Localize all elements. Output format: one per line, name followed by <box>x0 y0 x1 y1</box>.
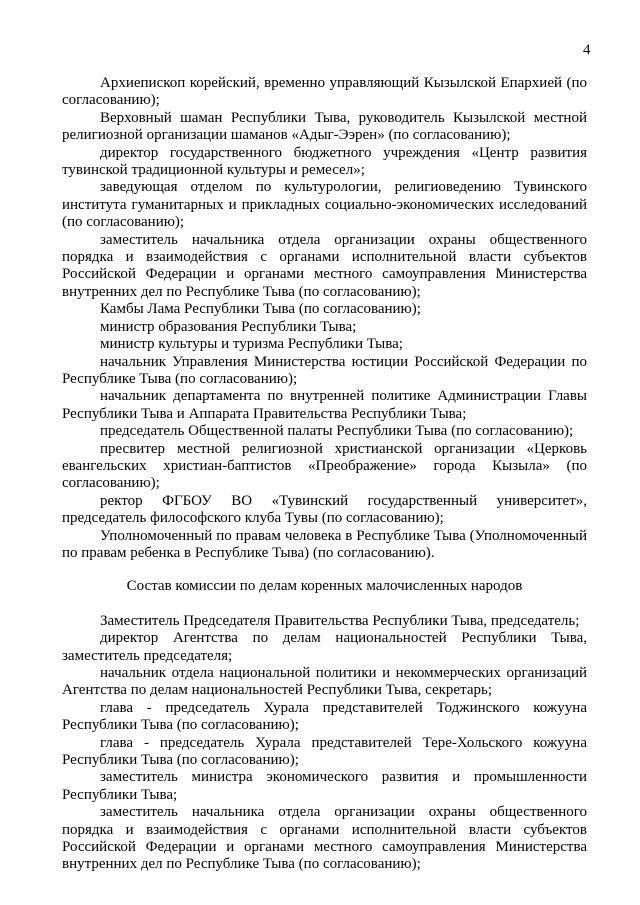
list-item: начальник Управления Министерства юстиции Российской Федерации по Республике Тыва (по согласованию); <box>62 353 587 387</box>
list-item: заведующая отделом по культурологии, религиоведению Тувинского института гуманитарных и прикладных социально-экономических исследований (по согласованию); <box>62 179 587 231</box>
list-item: директор государственного бюджетного учреждения «Центр развития тувинской традиционной культуры и ремесел»; <box>62 144 587 179</box>
list-item: глава - председатель Хурала представителей Тоджинского кожууна Республики Тыва (по согласованию); <box>62 699 587 734</box>
list-item: пресвитер местной религиозной христианской организации «Церковь евангельских христиан-баптистов «Преображение» города Кызыла» (по согласованию); <box>62 440 587 492</box>
document-body <box>62 75 587 874</box>
list-item: Архиепископ корейский, временно управляющий Кызылской Епархией (по согласованию); <box>62 75 587 109</box>
list-item: начальник департамента по внутренней политике Администрации Главы Республики Тыва и Аппарата Правительства Республики Тыва; <box>62 388 587 422</box>
members-list-top <box>62 75 587 562</box>
list-item: начальник отдела национальной политики и некоммерческих организаций Агентства по делам национальностей Республики Тыва, секретарь; <box>62 665 587 699</box>
list-item: заместитель министра экономического развития и промышленности Республики Тыва; <box>62 769 587 803</box>
list-item: Верховный шаман Республики Тыва, руководитель Кызылской местной религиозной организации шаманов «Адыг-Ээрен» (по согласованию); <box>62 109 587 144</box>
list-item: заместитель начальника отдела организации охраны общественного порядка и взаимодействия с органами исполнительной власти субъектов Российской Федерации и органами местного самоуправления Министерства внутренних дел по Республике Тыва (по согласованию); <box>62 804 587 873</box>
list-item: заместитель начальника отдела организации охраны общественного порядка и взаимодействия с органами исполнительной власти субъектов Российской Федерации и органами местного самоуправления Министерства внутренних дел по Республике Тыва (по согласованию); <box>62 231 587 300</box>
list-item: Заместитель Председателя Правительства Республики Тыва, председатель; <box>100 612 580 629</box>
list-item: Камбы Лама Республики Тыва (по согласованию); <box>100 301 421 318</box>
list-item: глава - председатель Хурала представителей Тере-Хольского кожууна Республики Тыва (по согласованию); <box>62 734 587 769</box>
section-title: Состав комиссии по делам коренных малочисленных народов <box>126 578 523 595</box>
list-item: министр образования Республики Тыва; <box>100 318 357 335</box>
members-list-bottom <box>62 613 587 874</box>
list-item: ректор ФГБОУ ВО «Тувинский государственный университет», председатель философского клуба Тувы (по согласованию); <box>62 492 587 527</box>
page-number: 4 <box>583 42 591 58</box>
list-item: Уполномоченный по правам человека в Республике Тыва (Уполномоченный по правам ребенка в Республике Тыва) (по согласованию). <box>62 527 587 561</box>
list-item: директор Агентства по делам национальностей Республики Тыва, заместитель председателя; <box>62 630 587 664</box>
list-item: председатель Общественной палаты Республики Тыва (по согласованию); <box>100 423 574 440</box>
list-item: министр культуры и туризма Республики Тыва; <box>100 336 403 353</box>
